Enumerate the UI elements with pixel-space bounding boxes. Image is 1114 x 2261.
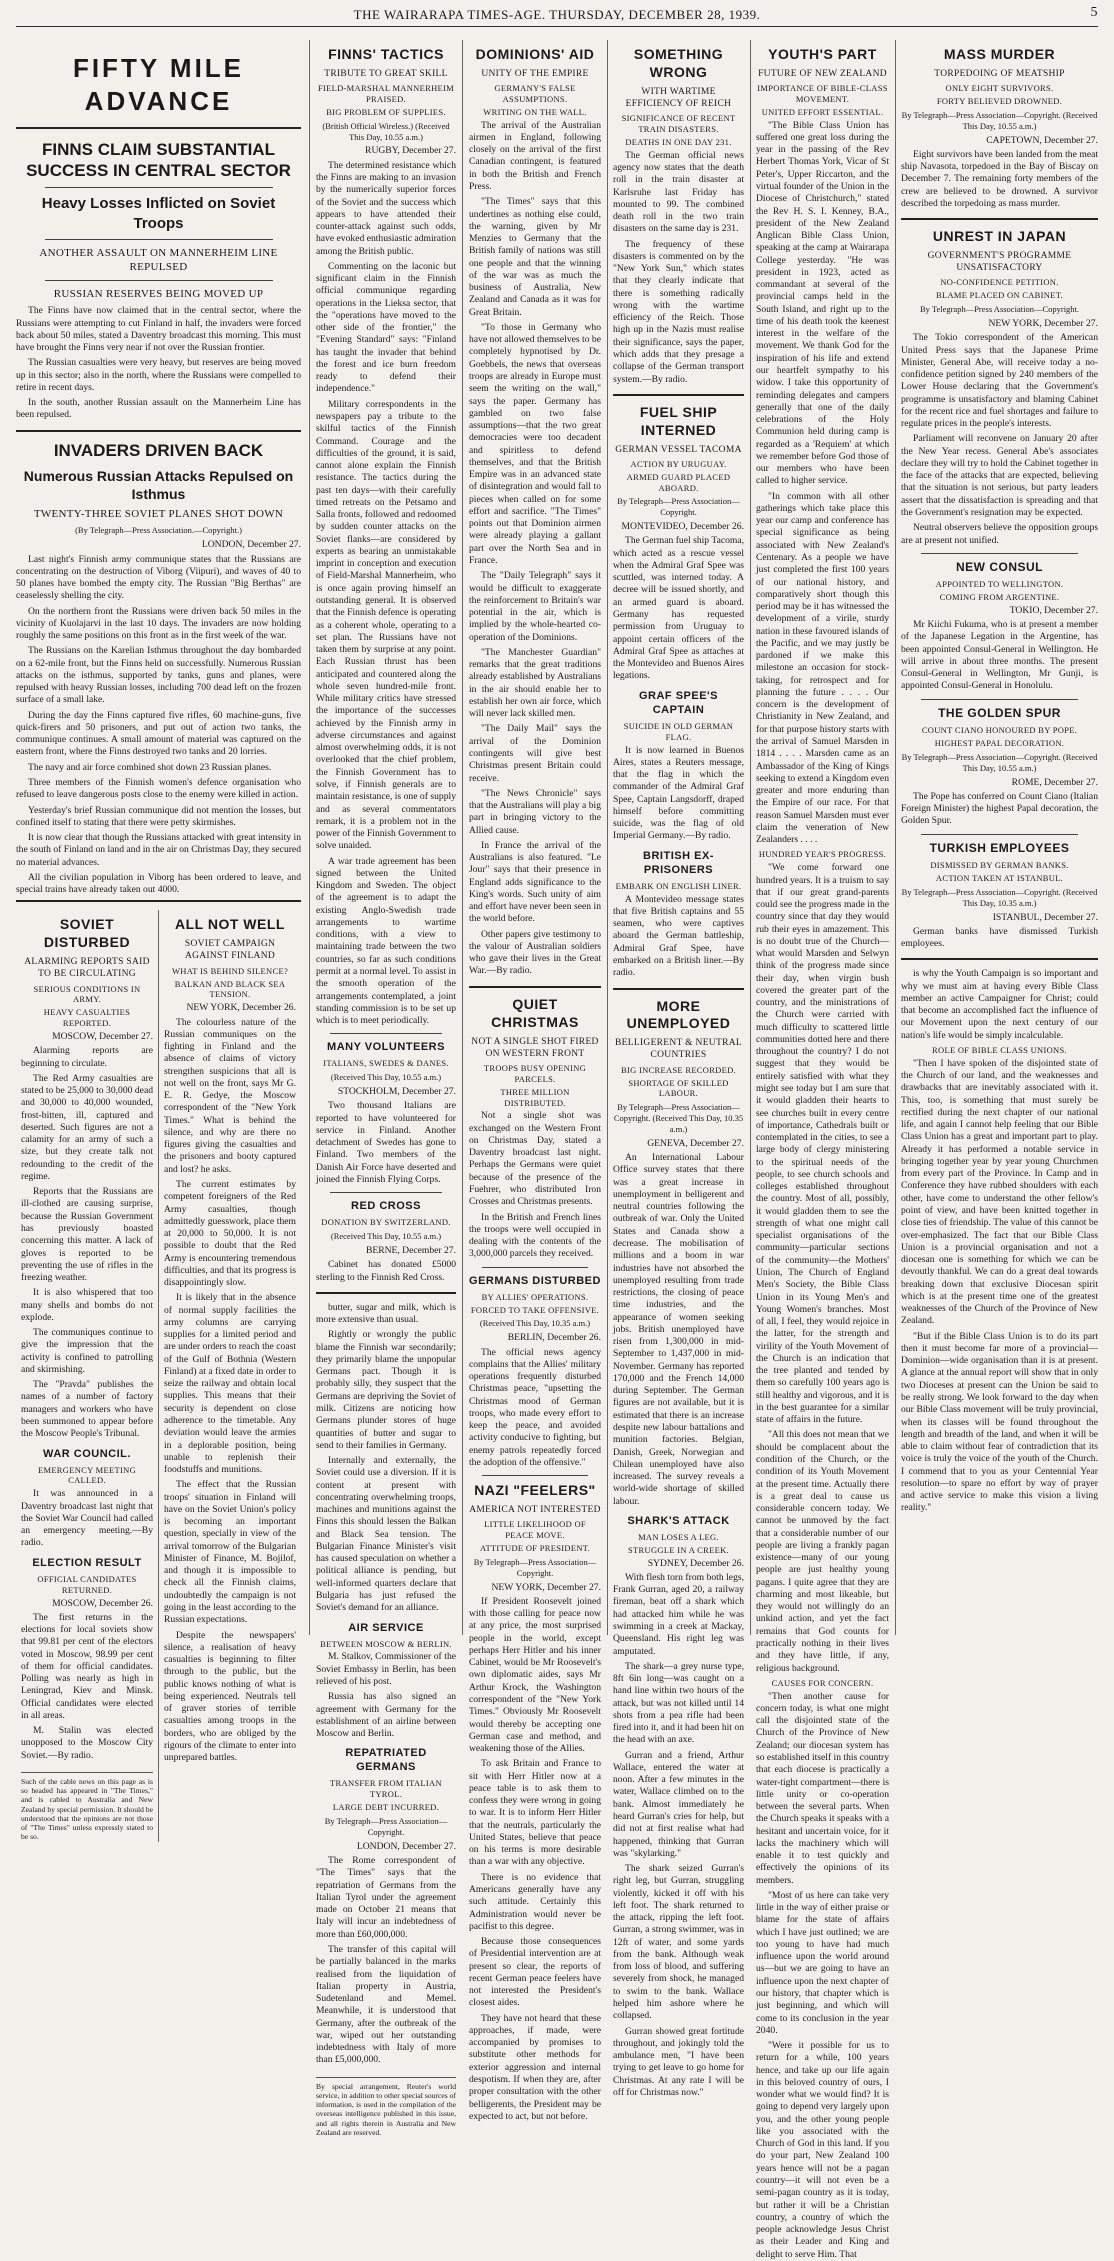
- paragraph: Reports that the Russians are ill-clothed are causing surprise, because the Russian Government has previously boasted concerning this matter. A lack of gloves is reported to be preventing the use of rifles in the freezing weather.: [21, 1186, 153, 1284]
- headline: MANY VOLUNTEERS: [327, 1041, 445, 1054]
- paragraph: "Then I have spoken of the disjointed state of the Church of our land, and the weaknesses and drawbacks that are inevitably associated with it. This, too, is something that must surely be rectified during the next chapter of our national life, and again I cannot help feeling that our Bible Class Union has a great and important part to play. Already it has performed a notable service in bringing together year by year young Churchmen from every part of the Province. In Camp and in Conference they have rubbed shoulders with each other, have come to understand the other fellow's point of view, and have been knitted together in close ties of friendship. The value of this cannot be over-emphasized. The fact that our Bible Class Union is a provincial organisation and not a diocesan one is something for which we can be devoutly thankful. We can do a great deal towards breaking down that exclusive Diocesan spirit which is at the present time one of the greatest weaknesses of the Church of the Province of New Zealand.: [901, 1057, 1098, 1327]
- paragraph: The Tokio correspondent of the American United Press says that the Japanese Prime Minister, General Abe, will receive today a no-confidence petition signed by 240 members of the Lower House declaring that the Government's programme is unsatisfactory and blaming Cabinet for the recent rice and fuel shortages and failure to regulate prices in the people's interests.: [901, 332, 1098, 430]
- paragraph: "To those in Germany who have not allowed themselves to be completely hypnotised by Dr. Goebbels, the news that overseas troops are already in Europe must seem the writing on the wall," says the paper. Germany has gambled on two false assumptions—that the two great democracies were too decadent and spiritless to defend themselves, and that the British Empire was in an advanced state of disintegration and would fall to pieces when called on for some effort and sacrifice. "The Times" points out that Dominion airmen were already playing a gallant part over the North Sea and in France.: [469, 321, 601, 566]
- footnote: Such of the cable news on this page as is so headed has appeared in "The Times," and is cabled to Australia and New Zealand by special permission. It should be understood that the opinions are not those of "The Times" unless expressly stated to be so.: [21, 1772, 153, 1842]
- paragraph: Yesterday's brief Russian communique did not mention the losses, but confined itself to stating that there were petty skirmishes.: [16, 804, 301, 828]
- paragraph: "The Times" says that this undertines as nothing else could, the warning, given by Mr Menzies to Germany that the British family of nations was still one people and that the winning of the war was as much the business of Australia, New Zealand and Canada as it was for Great Britain.: [469, 196, 601, 318]
- paragraph: In the south, another Russian assault on the Mannerheim Line has been repulsed.: [16, 397, 301, 421]
- subheadline: ATTITUDE OF PRESIDENT.: [479, 1543, 591, 1553]
- headline: BRITISH EX-PRISONERS: [643, 849, 714, 876]
- subheadline: DEATHS IN ONE DAY 231.: [625, 136, 732, 147]
- headline: FINNS CLAIM SUBSTANTIAL SUCCESS IN CENTRAL SECTOR: [26, 139, 291, 180]
- paragraph: "The Daily Mail" says the arrival of the Dominion contingents will give best Christmas present Britain could receive.: [469, 723, 601, 784]
- paragraph: All the civilian population in Viborg has been ordered to leave, and special trains have already taken out 4000.: [16, 871, 301, 896]
- page-number: 5: [1090, 5, 1098, 20]
- dateline: NEW YORK, December 26.: [186, 1002, 296, 1014]
- subheadline: CAUSES FOR CONCERN.: [771, 1677, 874, 1688]
- paragraph: Commenting on the laconic but significant claim in the Finnish official communique regarding operations in the Lieksa sector, that the "operations have moved to the other side of the frontier," the "Evening Standard" says: "Finland has taught the invader that behind the forest and ice burn freedom ready to defend their independence.": [316, 260, 456, 395]
- paragraph: "Then another cause for concern today, is what one might call the disjointed state of the Church of the Province of New Zealand; our diocesan system has so established itself in this country that each diocese is practically a water-tight compartment—there is little unity or co-operation between the several parts. When the Church speaks it speaks with a hesitant and uncertain voice, for it lacks the machinery which will enable it to test quickly and effectively the opinions of its members.: [756, 1690, 889, 1886]
- headline: NEW CONSUL: [956, 559, 1043, 574]
- paragraph: In the British and French lines the troops were well occupied in dealing with the contents of the 3,000,000 parcels they received.: [469, 1211, 601, 1260]
- paragraph: During the day the Finns captured five rifles, 60 machine-guns, five quick-firers and 50 prisoners, and put out of action two tanks, the communique continues. A small amount of material was captured on the eastern front, where the Finns destroyed two tanks and 20 lorries.: [16, 709, 301, 758]
- divider: [921, 699, 1079, 700]
- subheadline: LARGE DEBT INCURRED.: [332, 1802, 440, 1813]
- subheadline: TORPEDOING OF MEATSHIP: [934, 68, 1065, 79]
- headline: FUEL SHIP INTERNED: [639, 403, 718, 438]
- headline: GERMANS DISTURBED: [469, 1274, 601, 1287]
- paragraph: The Rome correspondent of "The Times" says that the repatriation of Germans from the Italian Tyrol under the agreement made on October 21 means that Italy will incur an indebtedness of more than £60,000,000.: [316, 1855, 456, 1940]
- column-rule: [607, 40, 608, 1635]
- paragraph: M. Stalkov, Commissioner of the Soviet Embassy in Berlin, has been relieved of his post.: [316, 1651, 456, 1687]
- subheadline: EMBARK ON ENGLISH LINER.: [615, 880, 742, 891]
- headline: SOMETHING WRONG: [633, 46, 724, 80]
- paragraph: German banks have dismissed Turkish employees.: [901, 925, 1098, 950]
- subheadline: FIELD-MARSHAL MANNERHEIM PRAISED.: [317, 83, 455, 104]
- paragraph: The Finns have now claimed that in the central sector, where the Russians were attempting to cut Finland in half, the invaders were forced back about 50 miles, stated a Daventry broadcast this morning. This must have brought the Finns very near if not over the Russian frontier.: [16, 305, 301, 354]
- paragraph: Cabinet has donated £5000 sterling to the Finnish Red Cross.: [316, 1259, 456, 1283]
- paragraph: Not a single shot was exchanged on the Western Front on Christmas Day, stated a Daventry broadcast last night. Perhaps the Germans were quiet because of the presence of the Fuehrer, who distributed Iron Crosses and Christmas presents.: [469, 1110, 601, 1208]
- paragraph: Despite the newspapers' silence, a realisation of heavy casualties is beginning to filter through to the public, but the public knows nothing of what is being experienced. Neutrals tell of graver stories of terrible casualties among troops in the borders, who are obliged by the rigours of the climate to enter into unprepared battles.: [164, 1629, 296, 1764]
- headline: THE GOLDEN SPUR: [938, 705, 1061, 720]
- masthead-title: THE WAIRARAPA TIMES-AGE. THURSDAY, DECEMBER 28, 1939.: [353, 7, 761, 22]
- divider: [613, 988, 744, 990]
- paragraph: On the northern front the Russians were driven back 50 miles in the vicinity of Kuolajarvi in the last 10 days. The invaders are now holding roughly the same positions on this front as in the first week of the war.: [16, 605, 301, 642]
- headline: YOUTH'S PART: [768, 46, 877, 62]
- subheadline: BETWEEN MOSCOW & BERLIN.: [320, 1638, 452, 1649]
- footnote: By special arrangement, Reuter's world service, in addition to other special sources of information, is used in the compilation of the overseas intelligence published in this issue, and all rights therein in Australia and New Zealand are reserved.: [316, 2077, 456, 2138]
- paragraph: A war trade agreement has been signed between the United Kingdom and Sweden. The object of the agreement is to adapt the existing Anglo-Swedish trade arrangements to wartime conditions, with a view to maintaining trade between the two countries, so far as such conditions permit at a normal level. To assist in the smooth operation of the arrangements contemplated, a joint standing commission is to be set up which is to meet periodically.: [316, 855, 456, 1027]
- divider: [330, 1192, 442, 1193]
- subheadline: FORCED TO TAKE OFFENSIVE.: [470, 1304, 600, 1315]
- paragraph: The current estimates by competent foreigners of the Red Army casualties, though admittedly guesswork, place them at 20,000 to 50,000. It is not possible to doubt that the Red Army is encountering tremendous difficulties, and that its progress is disappointingly slow.: [164, 1178, 296, 1289]
- subheadline: SOVIET CAMPAIGN AGAINST FINLAND: [184, 939, 276, 962]
- headline: TURKISH EMPLOYEES: [929, 840, 1070, 855]
- paragraph: The German official news agency now states that the death roll in the train disaster at Karlsruhe last Friday has mounted to 99. The combined death roll in the two train disasters on the same day is 231.: [613, 149, 744, 235]
- subheadline: EMERGENCY MEETING CALLED.: [37, 1464, 137, 1486]
- subheadline: UNITY OF THE EMPIRE: [481, 68, 589, 79]
- divider: [921, 553, 1079, 554]
- dateline: ISTANBUL, December 27.: [992, 911, 1098, 923]
- paragraph: Last night's Finnish army communique states that the Russians are concentrating on the destruction of Viborg (Viipuri), and waves of 40 to 50 planes have bombed the empty city. The Russian "Big Berthas" are ceaselessly shelling the city.: [16, 553, 301, 602]
- headline: QUIET CHRISTMAS: [491, 995, 579, 1030]
- headline: NAZI "FEELERS": [474, 1482, 596, 1499]
- dateline: TOKIO, December 27.: [1009, 604, 1098, 616]
- paragraph: It was announced in a Daventry broadcast last night that the Soviet War Council had called an emergency meeting.—By radio.: [21, 1488, 153, 1549]
- paragraph: Military correspondents in the newspapers pay a tribute to the skilful tactics of the Finnish Command. Courage and the difficulties of the ground, it is said, cannot alone explain the Finnish resistance. The tactics during the past ten days—with their carefully timed retreats on the Petsamo and Salla fronts, followed and redoomed by sudden counter attacks on the Soviet flanks—are considered by experts as bearing an unmistakable imprint in conception and execution of Field-Marshal Mannerheim, who is once again proving himself an outstanding general. It is observed that the Finnish defence is operating as a coherent whole, operating to a set plan. The Russians have not taken them by surprise at any point. Each Russian thrust has been anticipated and countered along the whole seven hundred-mile front. While military critics have stressed the importance of the successes achieved by the Finnish army in adverse circumstances and against almost overwhelming odds, it is not overlooked that the chief problem, the Finnish Government has to solve, if Finnish generals are to maintain resistance, is one of supply and as several commentators remark, it is a problem not in the power of the Finnish Government to solve unaided.: [316, 398, 456, 852]
- column-youths-part: [756, 40, 889, 2260]
- headline: MASS MURDER: [943, 46, 1056, 62]
- paragraph: Rightly or wrongly the public blame the Finnish war secondarily; they primarily blame the unpopular Germans pact. Though it is probably silly, they suspect that the Germans are depriving the Soviet of milk. Citizens are noticing how Germans plunder stores of huge quantities of butter and sugar to send to their families in Germany.: [316, 1329, 456, 1451]
- subheadline: BIG PROBLEM OF SUPPLIES.: [326, 106, 446, 117]
- credit-line: (British Official Wireless.) (Received This Day, 10.55 a.m.): [322, 120, 450, 142]
- dateline: LONDON, December 27.: [356, 1840, 456, 1852]
- subheadline: BLAME PLACED ON CABINET.: [936, 290, 1063, 301]
- paragraph: It is now clear that though the Russians attacked with great intensity in the south of Finland on land and in the air on Christmas Day, they secured no material advances.: [16, 832, 301, 868]
- paragraph: To ask Britain and France to sit with Herr Hitler now at a peace table is to ask them to confess they were wrong in going to war. It is to inform Herr Hitler that the neutrals, particularly the United States, believe that peace on his terms is more desirable than a war with any objective.: [469, 1758, 601, 1868]
- subheadline: ROLE OF BIBLE CLASS UNIONS.: [932, 1044, 1067, 1055]
- subheadline: TRANSFER FROM ITALIAN TYROL.: [330, 1778, 442, 1800]
- headline: ALL NOT WELL: [175, 916, 285, 933]
- subheadline: OFFICIAL CANDIDATES RETURNED.: [37, 1573, 137, 1595]
- soviet-disturbed-story: [16, 910, 158, 1841]
- paragraph: The frequency of these disasters is commented on by the "New York Sun," which states that they clearly indicate that there is something radically wrong with the wartime efficiency of the Reich. Those high up in the Nazis must realise their significance, says the paper, which adds that they presage a collapse of the German transport system.—By radio.: [613, 238, 744, 385]
- paragraph: Other papers give testimony to the valour of Australian soldiers who gave their lives in the Great War.—By radio.: [469, 928, 601, 977]
- divider: [16, 900, 301, 902]
- paragraph: The Red Army casualties are stated to be 25,000 to 30,000 dead and 30,000 to 40,000 wounded, frost-bitten, ill, captured and deserted. Such figures are not a calamity for an army of such a size, but they create talk not redounding to the credit of the regime.: [21, 1072, 153, 1182]
- dateline: BERLIN, December 26.: [507, 1332, 601, 1344]
- credit-line: (Received This Day, 10.35 a.m.): [479, 1318, 591, 1329]
- divider: [16, 430, 301, 432]
- divider: [45, 239, 273, 240]
- paragraph: It is now learned in Buenos Aires, states a Reuters message, that the flag in which the commander of the Admiral Graf Spee, Captain Langsdorff, draped himself before committing suicide, was the flag of old Imperial Germany.—By radio.: [613, 744, 744, 842]
- paragraph: The communiques continue to give the impression that the activity is confined to patrolling and skirmishing.: [21, 1327, 153, 1375]
- subheadline: ARMED GUARD PLACED ABOARD.: [626, 471, 731, 493]
- paragraph: "All this does not mean that we should be complacent about the condition of the Church, or the condition of its Youth Movement at the present time. Actually there is a great deal to cause us considerable concern today. We cannot be unmoved by the fact that a considerable number of our people are living a frankly pagan existence—many of our young people are just healthy young pagans. I quite agree that they are charming and most likeable, but they would not willingly do an unkind action, and yet the fact remains that God counts for practically nothing in their lives and they have little, if any, religious background.: [756, 1429, 889, 1674]
- subheadline: ACTION BY URUGUAY.: [630, 458, 727, 469]
- divider: [45, 280, 273, 281]
- divider: [482, 1267, 588, 1268]
- subheadline: BELLIGERENT & NEUTRAL COUNTRIES: [615, 1038, 742, 1061]
- dateline: BERNE, December 27.: [365, 1245, 456, 1257]
- paragraph: Internally and externally, the Soviet could use a diversion. If it is content at present with concentrating overwhelming troops, machines and munitions against the Finns this should lessen the Balkan and Black Sea tension. The Bulgarian Finance Minister's visit has caused speculation on whether a political alliance is pending, but well-informed quarters declare that Bulgaria has just refused the Soviet's demand for an alliance.: [316, 1455, 456, 1614]
- paragraph: They have not heard that these approaches, if made, were accompanied by promises to substitute other methods for exterior aggression and internal despotism. If when they are, after proper consultation with the other belligerents, the President may be expected to act, but not before.: [469, 2012, 601, 2122]
- subheadline: LITTLE LIKELIHOOD OF PEACE MOVE.: [484, 1519, 586, 1541]
- paragraph: Mr Kiichi Fukuma, who is at present a member of the Japanese Legation in the Argentine, has been appointed Consul-General in Wellington. He will arrive in about three months. The present Consul-General in Wellington, Mr Gunji, is appointed Consul-General in Honolulu.: [901, 619, 1098, 692]
- paragraph: The navy and air force combined shot down 23 Russian planes.: [28, 761, 272, 773]
- headline: UNREST IN JAPAN: [932, 228, 1067, 245]
- paragraph: "But if the Bible Class Union is to do its part then it must become far more of a provincial—Dominion—wide organisation than it is at present. A glance at the annual report will show that in only two Dioceses at present can the Union be said to be really strong. We look forward to the day when our Bible Class movement will be truly provincial, when its classes will be found throughout the length and breadth of the land, and when it will be able to claim without fear of contradiction that its voice is truly the voice of the youth of the Church. I commend that to you as your Centennial Year resolution—to spare no effort by way of prayer and active service to make this vision a living reality.": [901, 1330, 1098, 1514]
- dateline: ROME, December 27.: [1011, 776, 1098, 788]
- paragraph: is why the Youth Campaign is so important and why we must aim at having every Bible Class member an active Campaigner for Christ; could that become an accomplished fact the influence of our Movement upon the next century of our nation's life would be simply incalculable.: [901, 968, 1098, 1041]
- paragraph: The effect that the Russian troops' situation in Finland will have on the Soviet Union's policy is becoming an important question, specially in view of the arrival tomorrow of the Bulgarian Minister of Finance, M. Bojilof, and though it is impossible to check all the Finnish claims, undoubtedly the campaign is not going in the least according to the Russian expectations.: [164, 1479, 296, 1626]
- paragraph: "The News Chronicle" says that the Australians will play a big part in bringing victory to the Allied cause.: [469, 787, 601, 836]
- subheadline: ONLY EIGHT SURVIVORS.: [945, 83, 1054, 94]
- credit-line: By Telegraph—Press Association—Copyright.: [617, 496, 740, 518]
- paragraph: The Pope has conferred on Count Ciano (Italian Foreign Minister) the highest Papal decoration, the Golden Spur.: [901, 790, 1098, 827]
- subheadline: DISMISSED BY GERMAN BANKS.: [930, 860, 1069, 871]
- headline: REPATRIATED GERMANS: [345, 1747, 427, 1774]
- banner-headline: FIFTY MILE ADVANCE: [16, 52, 301, 129]
- subheadline: ITALIANS, SWEDES & DANES.: [323, 1058, 449, 1069]
- subheadline: BALKAN AND BLACK SEA TENSION.: [174, 978, 286, 1000]
- paragraph: The "Daily Telegraph" says it would be difficult to exaggerate the reinforcement to Britain's war potential in the air, which is implied by the whole-hearted co-operation of the Dominions.: [469, 570, 601, 643]
- credit-line: (By Telegraph—Press Association.—Copyright.): [75, 525, 242, 536]
- paragraph: The "Pravda" publishes the names of a number of factory managers and workers who have been summoned to appear before the Moscow People's Tribunal.: [21, 1379, 153, 1440]
- paragraph: Two thousand Italians are reported to have volunteered for service in Finland. Another detachment of Swedes has gone to Finland. Two members of the Danish Air Force have deserted and joined the Finnish Flying Corps.: [316, 1100, 456, 1185]
- subheadline: HUNDRED YEAR'S PROGRESS.: [758, 849, 887, 860]
- paragraph: "The Bible Class Union has suffered one great loss during the year in the passing of the Rev Herbert Thomas York, Vicar of St Peter's, Upper Riccarton, and the virtual founder of the Union in the Diocese of Christchurch," stated the Rev H. S. I. Kenney, B.A., president of the New Zealand Anglican Bible Class Union, speaking at the camp at Wairarapa College yesterday. "He was president in 1923, acted as commandant at several of the provincial camps held in the South Island, and right up to the time of his death took the keenest interest in the welfare of the movement. We thank God for the inspiration of his life and extend our heartfelt sympathy to his widow. I take this opportunity of reminding delegates and campers generally that one of the daily celebrations of the Holy Communion held during camp is regarded as a 'Requiem' at which we remember before God those of our members who have been called to higher service.: [756, 119, 889, 487]
- paragraph: Three members of the Finnish women's defence organisation who refused to leave dangerous posts close to the enemy were killed in action.: [16, 777, 301, 801]
- credit-line: By Telegraph—Press Association—Copyright.: [919, 304, 1080, 315]
- lower-columns: [16, 910, 301, 1841]
- column-something-wrong: [613, 40, 744, 2098]
- dateline: SYDNEY, December 26.: [647, 1557, 744, 1569]
- dateline: LONDON, December 27.: [201, 539, 301, 551]
- subheadline: TRIBUTE TO GREAT SKILL: [324, 68, 448, 79]
- subheadline: SIGNIFICANCE OF RECENT TRAIN DISASTERS.: [621, 113, 736, 134]
- headline: RED CROSS: [351, 1200, 421, 1213]
- subheadline: IMPORTANCE OF BIBLE-CLASS MOVEMENT.: [757, 83, 888, 104]
- paragraph: The determined resistance which the Finns are making to an invasion by the numerically superior forces of the Soviet and the success which appears to have attended their counter-attack against such odds, have evoked enthusiastic admiration among the British public.: [316, 159, 456, 257]
- paragraph: The first returns in the elections for local soviets show that 99.81 per cent of the electors voted in Moscow, 98.99 per cent of them for official candidates. Polling was nearly as high in Leningrad, Kiev and Minsk. Official candidates were elected in all areas.: [21, 1611, 153, 1721]
- subheadline: Heavy Losses Inflicted on Soviet Troops: [41, 195, 276, 232]
- subheadline: GERMAN VESSEL TACOMA: [615, 444, 742, 455]
- subheadline: RUSSIAN RESERVES BEING MOVED UP: [53, 288, 264, 301]
- column-dominions-aid: [469, 40, 601, 2122]
- paragraph: The colourless nature of the Russian communiques on the fighting in Finland and the absence of claims of victory strengthen suspicions that all is not well on the front, says Mr G. E. R. Gedye, the Moscow correspondent of the "New York Times." What is behind the silence, and why are there no figures giving the casualties and the prisoners and booty captured and lost? he asks.: [164, 1016, 296, 1175]
- subheadline: UNITED EFFORT ESSENTIAL.: [761, 106, 884, 117]
- dateline: STOCKHOLM, December 27.: [337, 1086, 456, 1098]
- paragraph: butter, sugar and milk, which is more extensive than usual.: [316, 1301, 456, 1326]
- subheadline: COUNT CIANO HONOURED BY POPE.: [921, 725, 1078, 736]
- dateline: GENEVA, December 27.: [647, 1137, 744, 1149]
- divider: [901, 958, 1098, 960]
- divider: [316, 1292, 456, 1294]
- paragraph: The official news agency complains that the Allies' military operations frequently disturbed Christmas peace, "upsetting the Christmas mood of German troops, who made every effort to keep the peace, and avoided activity conducive to fighting, but enemy patrols repeatedly forced the adoption of the offensive.": [469, 1346, 601, 1468]
- credit-line: By Telegraph—Press Association—Copyright.: [324, 1816, 448, 1837]
- subheadline: APPOINTED TO WELLINGTON.: [935, 579, 1064, 590]
- subheadline: DONATION BY SWITZERLAND.: [321, 1217, 451, 1228]
- column-main-story: [16, 40, 301, 1842]
- subheadline: GOVERNMENT'S PROGRAMME UNSATISFACTORY: [927, 251, 1072, 274]
- headline: AIR SERVICE: [348, 1621, 424, 1634]
- subheadline: MAN LOSES A LEG.: [638, 1531, 719, 1542]
- credit-line: By Telegraph—Press Association—Copyright. (Received This Day, 10.35 a.m.): [901, 886, 1098, 908]
- paragraph: Eight survivors have been landed from the meat ship Navasota, torpedoed in the Bay of Biscay on December 7. The remaining forty members of the crew are believed to be drowned. A survivor described the torpedoing as mass murder.: [901, 148, 1098, 209]
- paragraph: The shark—a grey nurse type, 8ft 6in long—was caught on a hand line within two hours of the attack, but was not killed until 14 shots from a pea rifle had been fired into it, and it had been hit on the head with an axe.: [613, 1660, 744, 1746]
- paragraph: The German fuel ship Tacoma, which acted as a rescue vessel when the Admiral Graf Spee was scuttled, was interned today. A decree will be issued shortly, and an armed guard is aboard. Germany has requested permission from Uruguay to appoint certain officers of the Admiral Graf Spee as attaches at the Montevideo and Buenos Aires legations.: [613, 535, 744, 682]
- divider: [901, 218, 1098, 220]
- paragraph: Alarming reports are beginning to circulate.: [21, 1045, 153, 1069]
- subheadline: GERMANY'S FALSE ASSUMPTIONS.: [494, 83, 576, 104]
- subheadline: BIG INCREASE RECORDED.: [621, 1064, 736, 1075]
- headline: WAR COUNCIL.: [43, 1447, 131, 1460]
- divider: [469, 986, 601, 988]
- paragraph: The shark seized Gurran's right leg, but Gurran, struggling violently, kicked it off with his left foot. The shark returned to the attack, ripping the left foot. Gurran, a strong swimmer, was in 12ft of water, and some yards from the bank. Although weak from loss of blood, and suffering severely from shock, he managed to swim to the bank. Wallace helped him ashore where he collapsed.: [613, 1863, 744, 2022]
- dateline: CAPETOWN, December 27.: [986, 134, 1098, 146]
- credit-line: By Telegraph—Press Association—Copyright. (Received This Day, 10.55 a.m.): [901, 109, 1098, 131]
- paragraph: The transfer of this capital will be partially balanced in the marks realised from the liquidation of Italian property in Austria, Sudetenland and Memel. Meanwhile, it is understood that Germany, after the outbreak of the war, wiped out her outstanding indebtedness with Italy of more than £5,000,000.: [316, 1943, 456, 2066]
- headline: FINNS' TACTICS: [328, 46, 444, 62]
- paragraph: "The Manchester Guardian" remarks that the great traditions already established by Australians in the air should enable her to establish her own air force, which will never lack skilled men.: [469, 646, 601, 720]
- column-rule: [462, 40, 463, 1635]
- divider: [613, 394, 744, 396]
- subheadline: TROOPS BUSY OPENING PARCELS.: [483, 1062, 587, 1084]
- subheadline: COMING FROM ARGENTINE.: [939, 592, 1060, 603]
- dateline: MOSCOW, December 27.: [52, 1031, 153, 1043]
- divider: [330, 1033, 442, 1034]
- all-not-well-story: [158, 910, 301, 1841]
- masthead: [16, 4, 1098, 27]
- paragraph: Parliament will reconvene on January 20 after the New Year recess. General Abe's associates declare they will try to hold the Cabinet together in the face of the attacks that are expected, believing that the situation is not serious, but party leaders assert that the dissatisfaction is spreading and that the Government's resignation may be expected.: [901, 433, 1098, 518]
- dateline: MOSCOW, December 26.: [52, 1597, 153, 1609]
- paragraph: It is likely that in the absence of normal supply facilities the army columns are carrying supplies for a limited period and are under orders to reach the coast of the Gulf of Bothnia (Western Finland) at a fixed date in order to seize the railway and obtain local supplies. This means that their security is dependent on close adherence to the timetable. Any deviation would leave the armies in a deplorable position, being unable to replenish their foodstuffs and munitions.: [164, 1292, 296, 1476]
- subheadline: BY ALLIES' OPERATIONS.: [481, 1291, 589, 1302]
- paragraph: In France the arrival of the Australians is also featured. "Le Jour" says that their presence in England adds significance to the King's words. Such unity of aim and effort have never been seen in the world before.: [469, 839, 601, 925]
- subheadline: TWENTY-THREE SOVIET PLANES SHOT DOWN: [33, 508, 284, 521]
- subheadline: WRITING ON THE WALL.: [483, 106, 587, 117]
- column-rule: [895, 40, 896, 1635]
- headline: GRAF SPEE'S CAPTAIN: [638, 689, 719, 716]
- column-rule: [309, 40, 310, 1635]
- paragraph: An International Labour Office survey states that there was a great increase in unemployment in belligerent and neutral countries following the outbreak of war. Only the United States and Canada show a decrease. The mobilisation of millions and a boom in war industries have not absorbed the unemployed resulting from trade restrictions, the closing of peace time industries, and the appearance of women seeking jobs. British unemployed have risen from 1,300,000 in mid-September to 1,437,000 in mid-November. Germany has reported 170,000 and the French 14,000 during September. The German figures are not available, but it is estimated that there is an increase despite new labour battalions and munition factories. Belgian, Danish, Greek, Norwegian and Chilean unemployed have also increased. The survey reveals a world-wide shortage of skilled labour.: [613, 1152, 744, 1507]
- column-rule: [750, 40, 751, 1635]
- subheadline: FORTY BELIEVED DROWNED.: [936, 95, 1063, 106]
- subheadline: ACTION TAKEN AT ISTANBUL.: [935, 872, 1064, 883]
- paragraph: Neutral observers believe the opposition groups are at present not unified.: [901, 522, 1098, 546]
- paragraph: If President Roosevelt joined with those calling for peace now at any price, the most surprised people in the world, except perhaps Herr Hitler and his inner Cabinet, would be Mr Roosevelt's own diplomatic aides, says Mr Arthur Krock, the Washington correspondent of the "New York Times." Obviously Mr Roosevelt would thereby be accepting one German case and method, and weakening those of the Allies.: [469, 1595, 601, 1755]
- subheadline: SHORTAGE OF SKILLED LABOUR.: [628, 1077, 729, 1099]
- paragraph: With flesh torn from both legs, Frank Gurran, aged 20, a railway fireman, beat off a shark which had attacked him while he was swimming in a creek at Mackay, Queensland. His right leg was amputated.: [613, 1571, 744, 1657]
- dateline: NEW YORK, December 27.: [988, 318, 1098, 329]
- paragraph: "We come forward one hundred years. It is a truism to say that if our great grand-parents could see the progress made in the country since that day they would rub their eyes in amazement. This is no doubt true of the Church—what would Marsden and Selwyn think of the progress made since their day, when virgin bush covered the greater part of the country, and the ministrations of the Church were carried with much difficulty to scattered little communities dotted here and there throughout the country? I do not suggest that they would be entirely satisfied with what they might see today but I am sure that it would gladden their hearts to see churches built in every centre of importance, Cathedrals built or contemplated in the cities, to see a large body of clergy ministering to the spiritual needs of the people, to see church schools and colleges established throughout the country. Most of all, possibly, it would gladden them to see the strength of what one might call specialist organisations of the community—particular sections of the community—the Mothers' Union, The Church of England Men's Society, the Bible Class Union in its Young Men's and Young Women's branches. Most of all, I feel, they would rejoice in the latter, for the strength and virility of the Youth Movement of the Church is an indication that the tree planted and tended by them so carefully 100 years ago is still healthy and vigorous, and it is in the best guarantee for a similar state of affairs in the future.: [756, 862, 889, 1426]
- subheadline: ALARMING REPORTS SAID TO BE CIRCULATING: [24, 957, 150, 980]
- headline: MORE UNEMPLOYED: [626, 997, 731, 1032]
- subheadline: NOT A SINGLE SHOT FIRED ON WESTERN FRONT: [471, 1036, 599, 1059]
- subheadline: AMERICA NOT INTERESTED: [469, 1505, 601, 1516]
- divider: [45, 187, 273, 188]
- subheadline: HEAVY CASUALTIES REPORTED.: [43, 1007, 131, 1029]
- credit-line: (Received This Day, 10.55 a.m.): [330, 1231, 442, 1242]
- paragraph: "Were it possible for us to return for a while, 100 years hence, and take up our life again in this beloved country of ours, I wonder what we would find? It is going to depend very largely upon you, and the other young people like you associated with the Church of God in this land. If you do your part, New Zealand 100 years hence will not be a pagan country—it will not even be a semi-pagan country as it is today, but rather it will be a Christian country, a country of which the people acknowledge Jesus Christ as their Leader and King and delight to serve Him. That: [756, 2040, 889, 2260]
- subheadline: SUICIDE IN OLD GERMAN FLAG.: [623, 720, 734, 742]
- paragraph: "Most of us here can take very little in the way of either praise or blame for the state of affairs which I have just outlined; we are too young to have had much influence upon the world around us—but we are going to have an influence upon the next chapter of our history, that chapter which is just beginning, and which will come to its conclusion in the year 2040.: [756, 1889, 889, 2036]
- credit-line: By Telegraph—Press Association—Copyright. (Received This Day, 10.55 a.m.): [901, 751, 1098, 773]
- subheadline: STRUGGLE IN A CREEK.: [628, 1544, 729, 1555]
- paragraph: Gurran and a friend, Arthur Wallace, entered the water at noon. After a few minutes in the water, Wallace climbed on to the bank. Almost immediately he heard Gurran's cries for help, but did not at first realise what had happened, thinking that Gurran was "skylarking.": [613, 1749, 744, 1859]
- column-finns-tactics: [316, 40, 456, 2137]
- paragraph: M. Stalin was elected unopposed to the Moscow City Soviet.—By radio.: [21, 1725, 153, 1761]
- paragraph: The Russian casualties were very heavy, but reserves are being moved up in this sector; also in the north, where the Russians were compelled to retire in recent days.: [16, 357, 301, 393]
- subheadline: WHAT IS BEHIND SILENCE?: [171, 965, 289, 976]
- paragraph: The Russians on the Karelian Isthmus throughout the day bombarded on a 62-mile front, but the Finns held on successfully. Numerous Russian attacks on the isthmus, supported by tanks, guns and planes, were repulsed with heavy Russian losses, including 700 dead left on the frozen surface of a small lake.: [16, 645, 301, 706]
- subheadline: Numerous Russian Attacks Repulsed on Isthmus: [23, 467, 294, 503]
- subheadline: NO-CONFIDENCE PETITION.: [940, 277, 1059, 288]
- subheadline: ANOTHER ASSAULT ON MANNERHEIM LINE REPULSED: [39, 247, 278, 274]
- paragraph: The arrival of the Australian airmen in England, following closely on the arrival of the first Canadian contingent, is featured in both the British and French Press.: [469, 119, 601, 193]
- divider: [482, 1475, 588, 1476]
- subheadline: THREE MILLION DISTRIBUTED.: [500, 1086, 570, 1108]
- paragraph: There is no evidence that Americans generally have any such attitude. Certainly this Administration would never be pacifist to this degree.: [469, 1871, 601, 1932]
- divider: [921, 834, 1079, 835]
- subheadline: FUTURE OF NEW ZEALAND: [758, 68, 887, 79]
- dateline: NEW YORK, December 27.: [491, 1581, 601, 1593]
- paragraph: Because those consequences of Presidential intervention are at present so clear, the reports of recent German peace feelers have not interested the President's closest aides.: [469, 1936, 601, 2009]
- paragraph: Russia has also signed an agreement with Germany for the establishment of an airline between Moscow and Berlin.: [316, 1691, 456, 1740]
- credit-line: (Received This Day, 10.55 a.m.): [330, 1072, 442, 1083]
- dateline: RUGBY, December 27.: [365, 145, 456, 157]
- subheadline: WITH WARTIME EFFICIENCY OF REICH: [625, 86, 732, 109]
- subheadline: HIGHEST PAPAL DECORATION.: [934, 737, 1065, 748]
- headline: SOVIET DISTURBED: [43, 916, 131, 951]
- headline: DOMINIONS' AID: [475, 46, 595, 62]
- headline: SHARK'S ATTACK: [627, 1514, 730, 1527]
- subheadline: SERIOUS CONDITIONS IN ARMY.: [33, 983, 141, 1005]
- dateline: MONTEVIDEO, December 26.: [621, 521, 744, 533]
- paragraph: A Montevideo message states that five British captains and 55 seamen, who were captives aboard the German battleship, Admiral Graf Spee, have embarked on a British liner.—By radio.: [613, 893, 744, 979]
- column-mass-murder: [901, 40, 1098, 1635]
- headline: ELECTION RESULT: [32, 1556, 142, 1569]
- headline: INVADERS DRIVEN BACK: [53, 440, 264, 460]
- credit-line: By Telegraph—Press Association—Copyright. (Received This Day, 10.35 a.m.): [613, 1102, 744, 1135]
- paragraph: "In common with all other gatherings which take place this year our camp and conference has special significance as being associated with New Zealand's Centenary. As a people we have just completed the first 100 years of our national history, and comparatively short though this period may be it has witnessed the development of a virile, sturdy nation in these favoured islands of the Pacific, and we may justly be pardoned if we make this milestone an occasion for stock-taking, for retrospect and for planning the future . . . . Our concern is the development of Christianity in New Zealand, and for that purpose history starts with the arrival of Samuel Marsden in 1814 . . . . Marsden came as an Ambassador of the King of Kings seeking to extend a Kingdom even greater and more enduring than the Empire of our race. For that reason Samuel Marsden must ever claim the veneration of New Zealanders . . . .: [756, 490, 889, 846]
- credit-line: By Telegraph—Press Association—Copyright.: [473, 1556, 597, 1578]
- paragraph: Gurran showed great fortitude throughout, and jokingly told the ambulance men, "I have been trying to get leave to go home for Christmas. At any rate I will be off for Christmas now.": [613, 2025, 744, 2098]
- paragraph: It is also whispered that too many shells and bombs do not explode.: [21, 1287, 153, 1323]
